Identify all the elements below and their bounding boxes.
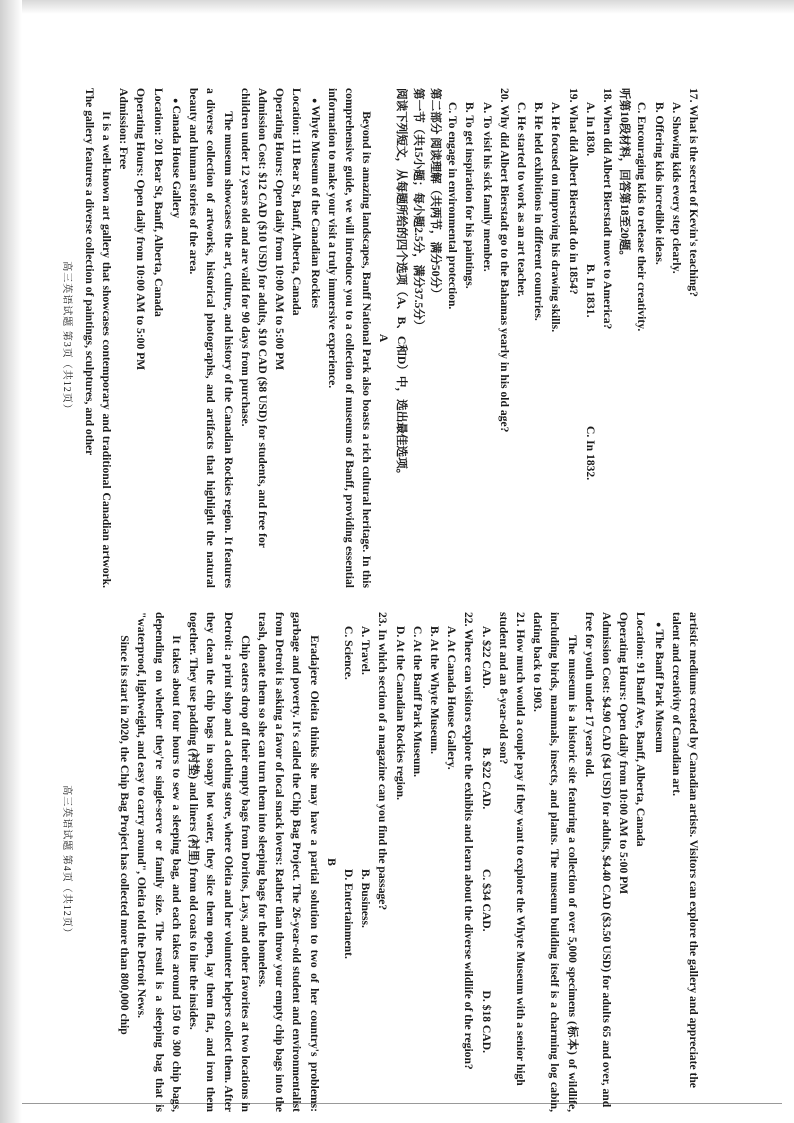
exam-page-3 [52,88,702,588]
option: A. In 1830. [583,102,597,157]
question-20 [444,88,513,588]
museum-entry-banff-park [529,612,668,1112]
museum-description: The museum showcases the art, culture, and history of the Canadian Rockies region. It features a diverse collection of artworks, historical photographs, and artifacts that highlight the natural beauty and human stories of the area. [187,88,235,588]
option: A. Showing kids every step clearly. [669,102,683,274]
section-heading: 第一节（共15小题；每小题2.5分，满分37.5分） [411,88,425,332]
option: B. In 1831. [583,264,597,318]
museum-hours: Operating Hours: Open daily from 10:00 AM to 5:00 PM [617,612,631,895]
option: D. Entertainment. [341,869,355,959]
museum-description: It is a well-known art gallery that showcases contemporary and traditional Canadian artwork. The gallery features a diverse collection of paintings, sculptures, and other [82,88,114,588]
option: B. At the Whyte Museum. [427,626,441,754]
option: A. Travel. [359,626,373,675]
section-instruction: 阅读下列短文，从每题所给的四个选项（A、B、C和D）中，选出最佳选项。 [394,88,408,481]
question-22 [391,612,477,1112]
question-stem: 20. Why did Albert Bierstadt go to the Bahamas yearly in his old age? [497,88,511,433]
scan-edge-left [0,0,22,1123]
options-row [582,88,599,588]
option: A. To visit his sick family member. [480,102,494,272]
bullet-icon: ● [309,98,320,104]
question-stem: 21. How much would a couple pay if they want to explore the Whyte Museum with a senior high student and an 8-year-old son? [496,612,527,1086]
question-19 [513,88,582,588]
question-stem: 23. In which section of a magazine can you find the passage? [376,612,390,911]
museum-hours: Operating Hours: Open daily from 10:00 AM to 5:00 PM [134,88,148,371]
option: C. Science. [341,626,355,680]
option: C. $34 CAD. [479,869,493,932]
passage-paragraph: It takes about four hours to sew a sleeping bag, and each takes around 150 to 300 chip bags, depending on whether they're single-serve or family size. The result is a sleeping bag that is "waterproof, lightweight, and easy to carry around", Oleita told the Detroit News. [135,612,183,1112]
question-17 [633,88,702,588]
option: A. At Canada House Gallery. [445,626,459,770]
options-row [357,612,374,1112]
bullet-icon: ● [170,98,181,104]
option: B. To get inspiration for his paintings. [463,102,477,289]
page-footer: 高三英语试题 第4页（共12页） [61,785,73,939]
option: C. Encouraging kids to release their creativity. [635,102,649,332]
museum-title [649,612,667,1112]
passage-paragraph: Chip eaters drop off their empty bags from Doritos, Lays, and other favorites at two locations in Detroit: a print shop and a clothing store, where Oleita and her volunteer helpers collect them. After they clean the chip bags in soapy hot water, they slice them open, lay them flat, and iron them together. They use padding (衬垫) and liners (衬里) from old coats to line the insides. [187,612,252,1112]
museum-location: Location: 111 Bear St, Banff, Alberta, Canada [290,88,304,316]
option: D. $18 CAD. [479,990,493,1053]
bullet-icon: ● [653,622,664,628]
passage-intro: Beyond its amazing landscapes, Banff National Park also boasts a rich cultural heritage. In this comprehensive guide, we will introduce you to a collection of museums of Banff, providing essential information to make your visit a truly immersive experience. [325,88,374,588]
museum-name: Whyte Museum of the Canadian Rockies [308,105,322,309]
museum-name: The Banff Park Museum [652,629,666,753]
passage-continuation: artistic mediums created by Canadian artists. Visitors can explore the gallery and appreciate the talent and creativity of Canadian art. [669,612,700,1088]
listening-instruction: 听第10段材料，回答第18至20题。 [618,88,632,262]
options-row [340,612,357,1112]
question-21 [477,612,529,1112]
museum-name: Canada House Gallery [169,105,183,219]
question-stem: 18. When did Albert Bierstadt move to America? [600,88,614,330]
question-stem: 22. Where can visitors explore the exhibits and learn about the diverse wildlife of the region? [462,612,476,1070]
question-stem: 17. What is the secret of Kevin's teaching? [687,88,700,297]
question-23 [340,612,392,1112]
part-heading: 第二部分 阅读理解（共两节，满分50分） [428,88,442,300]
museum-location: Location: 201 Bear St, Banff, Alberta, Canada [151,88,165,317]
museum-description: The museum is a historic site featuring a collection of over 5,000 specimens (标本) of wildlife, including birds, mammals, insects, and plants. The museum building itself is a charming log cabin, dating back to 1903. [531,612,579,1112]
question-18 [582,88,616,588]
museum-entry-canada-house [81,88,185,588]
option: B. He held exhibitions in different countries. [532,102,546,321]
museum-entry-whyte [185,88,324,588]
museum-admission: Admission Cost: $12 CAD ($10 USD) for adults, $10 CAD ($8 USD) for students, and free for children under 12 years old and are valid for 90 days from purchase. [238,88,269,548]
museum-hours: Operating Hours: Open daily from 10:00 AM to 5:00 PM [273,88,287,371]
passage-paragraph: Eradajere Oleita thinks she may have a partial solution to two of her country's problems: garbage and poverty. It's called the Chip Bag Project. The 26-year-old student and environmentalist from Detroit is asking a favor of local snack lovers: Rather than throw your empty chip bags into the trash, donate them so she can turn them into sleeping bags for the homeless. [255,612,321,1112]
question-stem: 19. What did Albert Bierstadt do in 1854? [566,88,580,295]
museum-admission: Admission: Free [117,88,131,170]
option: C. To engage in environmental protection. [446,102,460,310]
passage-paragraph: Since its start in 2020, the Chip Bag Project has collected more than 800,000 chip [118,635,132,1035]
page-footer: 高三英语试题 第3页（共12页） [61,261,73,415]
option: C. At the Banff Park Museum. [410,626,424,778]
option: A. He focused on improving his drawing skills. [549,102,563,333]
option: A. $22 CAD. [479,626,493,689]
option: B. Offering kids incredible ideas. [652,102,666,265]
museum-title [167,88,185,588]
option: C. He started to work as an art teacher. [514,102,528,297]
options-row [477,612,494,1112]
exam-page-4 [52,612,702,1112]
museum-admission: Admission Cost: $4.90 CAD ($4 USD) for adults, $4.40 CAD ($3.50 USD) for adults 65 and over, and free for youth under 17 years old. [582,612,613,1108]
option: B. Business. [359,869,373,928]
passage-label: A [377,333,391,343]
option: C. In 1832. [583,426,597,481]
museum-title [305,88,323,588]
option: D. At the Canadian Rockies region. [393,626,407,801]
passage-label: B [324,858,338,866]
museum-location: Location: 91 Banff Ave, Banff, Alberta, Canada [634,612,648,847]
option: B. $22 CAD. [479,747,493,810]
scan-edge-top [0,0,794,14]
